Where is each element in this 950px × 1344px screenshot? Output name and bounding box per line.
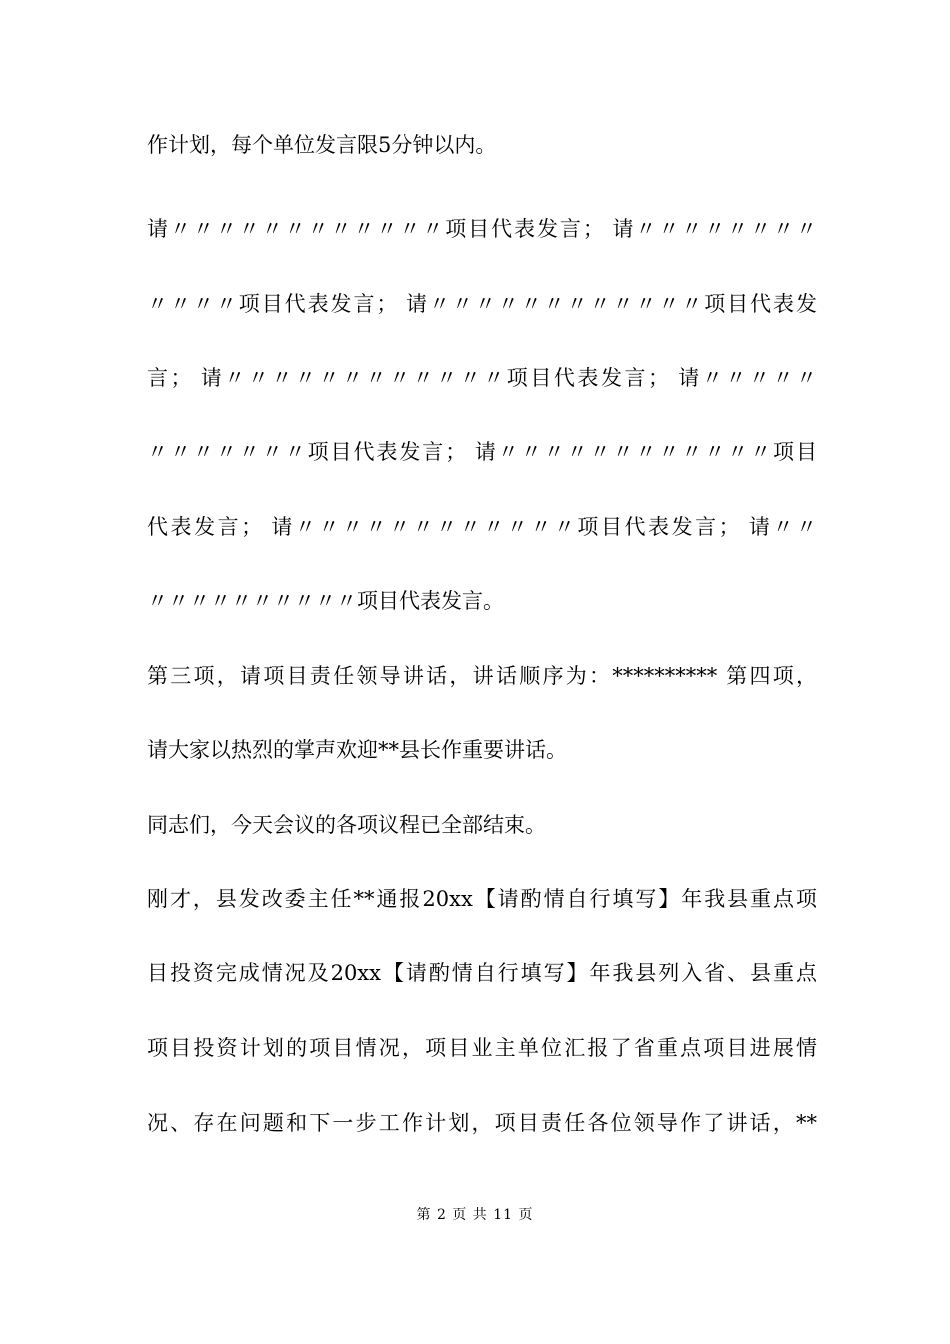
text-line-6: 代表发言； 请〃〃〃〃〃〃〃〃〃〃〃〃项目代表发言； 请〃〃 (147, 515, 817, 539)
text-line-9: 请大家以热烈的掌声欢迎**县长作重要讲话。 (147, 738, 567, 762)
text-line-8: 第三项，请项目责任领导讲话，讲话顺序为：********** 第四项， (147, 664, 817, 688)
text-line-11: 刚才，县发改委主任**通报20xx【请酌情自行填写】年我县重点项 (147, 887, 817, 911)
text-line-3: 〃〃〃〃项目代表发言； 请〃〃〃〃〃〃〃〃〃〃〃〃项目代表发 (147, 292, 817, 316)
text-line-2: 请〃〃〃〃〃〃〃〃〃〃〃〃项目代表发言； 请〃〃〃〃〃〃〃〃 (147, 217, 817, 241)
text-line-1: 作计划，每个单位发言限5分钟以内。 (147, 133, 497, 157)
text-line-5: 〃〃〃〃〃〃〃项目代表发言； 请〃〃〃〃〃〃〃〃〃〃〃〃项目 (147, 440, 817, 464)
text-line-7: 〃〃〃〃〃〃〃〃〃〃项目代表发言。 (147, 589, 504, 613)
text-line-10: 同志们，今天会议的各项议程已全部结束。 (147, 813, 546, 837)
text-line-14: 况、存在问题和下一步工作计划，项目责任各位领导作了讲话，** (147, 1111, 817, 1135)
page-number-footer: 第 2 页 共 11 页 (416, 1207, 534, 1223)
text-line-12: 目投资完成情况及20xx【请酌情自行填写】年我县列入省、县重点 (147, 961, 817, 985)
text-line-4: 言； 请〃〃〃〃〃〃〃〃〃〃〃〃项目代表发言； 请〃〃〃〃〃 (147, 366, 817, 390)
text-line-13: 项目投资计划的项目情况，项目业主单位汇报了省重点项目进展情 (147, 1036, 817, 1060)
